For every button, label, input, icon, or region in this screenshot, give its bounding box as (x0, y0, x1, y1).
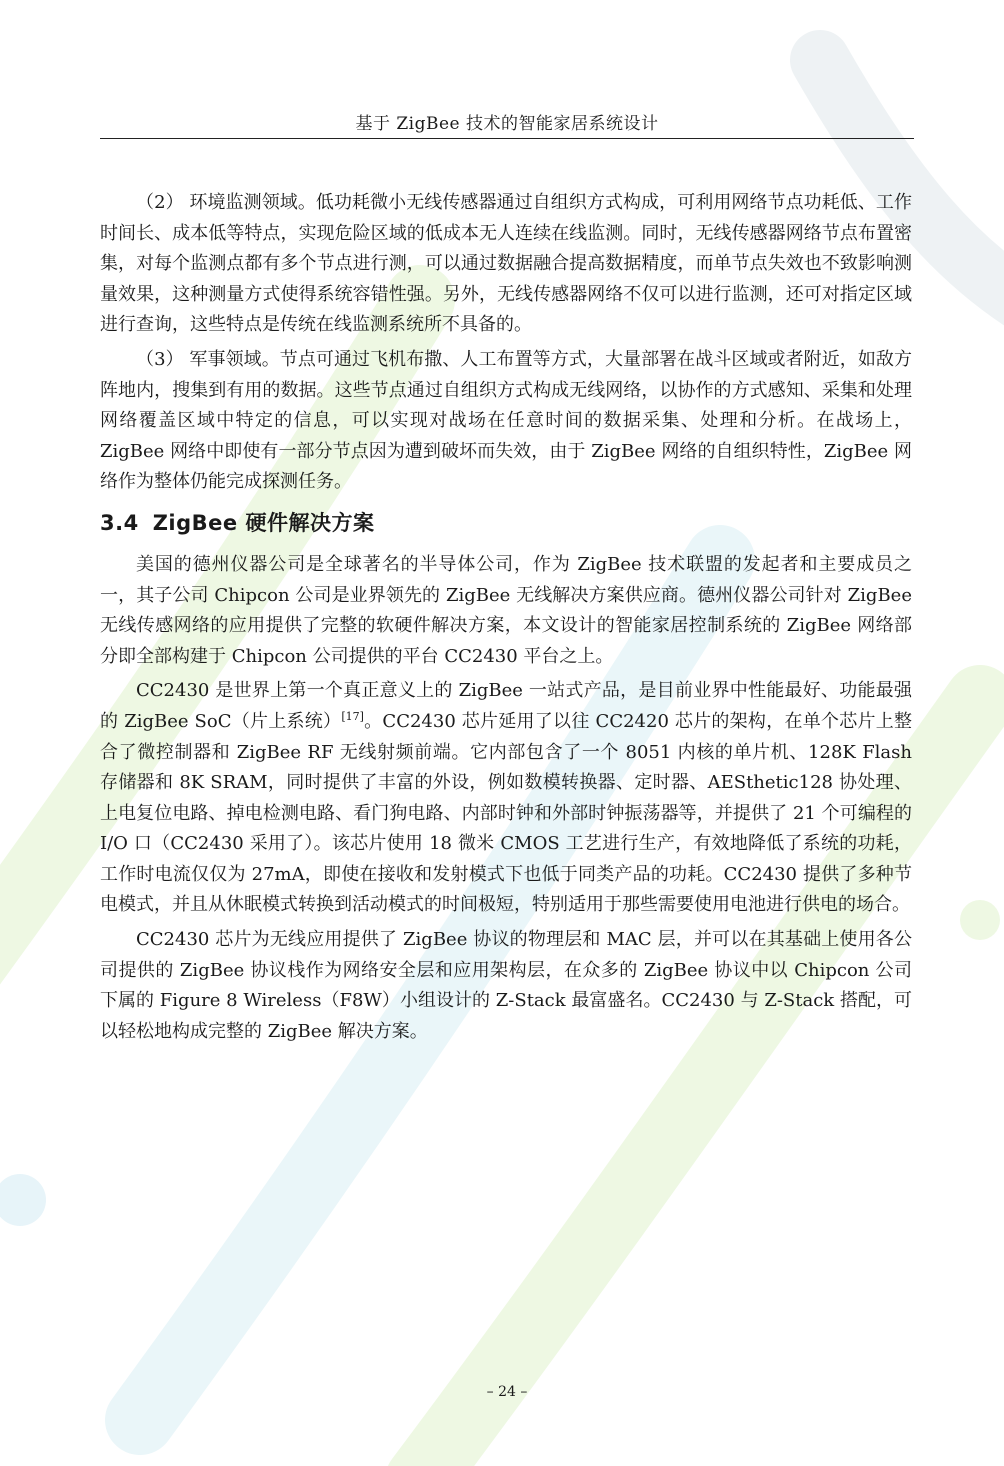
paragraph-military: （3） 军事领域。节点可通过飞机布撒、人工布置等方式，大量部署在战斗区域或者附近，如敌方阵地内，搜集到有用的数据。这些节点通过自组织方式构成无线网络，以协作的方式感知、采集和处理网络覆盖区域中特定的信息，可以实现对战场在任意时间的数据采集、处理和分析。在战场上，ZigBee 网络中即使有一部分节点因为遭到破坏而失效，由于 ZigBee 网络的自组织特性，ZigBee 网络作为整体仍能完成探测任务。 (100, 348, 912, 493)
paragraph-texas-instruments: 美国的德州仪器公司是全球著名的半导体公司，作为 ZigBee 技术联盟的发起者和主要成员之一，其子公司 Chipcon 公司是业界领先的 ZigBee 无线解决方案供应商。德州仪器公司针对 ZigBee 无线传感网络的应用提供了完整的软硬件解决方案，本文设计的智能家居控制系统的 ZigBee 网络部分即全部构建于 Chipcon 公司提供的平台 CC2430 平台之上。 (100, 553, 912, 667)
page-number: – 24 – (486, 1384, 528, 1400)
section-heading (100, 508, 912, 538)
paragraph-cc2430 (100, 676, 912, 921)
running-header: 基于 ZigBee 技术的智能家居系统设计 (355, 114, 659, 134)
section-title: ZigBee 硬件解决方案 (152, 510, 375, 535)
citation-ref: [17] (341, 709, 364, 723)
document-body (100, 188, 912, 1047)
paragraph-cc2430-part1: CC2430 是世界上第一个真正意义上的 ZigBee 一站式产品，是目前业界中性能最好、功能最强的 ZigBee SoC（片上系统） (100, 680, 912, 732)
paragraph-environment-monitoring: （2） 环境监测领域。低功耗微小无线传感器通过自组织方式构成，可利用网络节点功耗低、工作时间长、成本低等特点，实现危险区域的低成本无人连续在线监测。同时，无线传感器网络节点布置密集，对每个监测点都有多个节点进行测，可以通过数据融合提高数据精度，而单节点失效也不致影响测量效果，这种测量方式使得系统容错性强。另外，无线传感器网络不仅可以进行监测，还可对指定区域进行查询，这些特点是传统在线监测系统所不具备的。 (100, 192, 912, 336)
paragraph-cc2430-part2: 。CC2430 芯片延用了以往 CC2420 芯片的架构，在单个芯片上整合了微控制器和 ZigBee RF 无线射频前端。它内部包含了一个 8051 内核的单片机、128K Flash 存储器和 8K SRAM，同时提供了丰富的外设，例如数模转换器、定时器、AESthetic128 协处理、上电复位电路、掉电检测电路、看门狗电路、内部时钟和外部时钟振荡器等，并提供了 21 个可编程的 I/O 口（CC2430 采用了）。该芯片使用 18 微米 CMOS 工艺进行生产，有效地降低了系统的功耗，工作时电流仅仅为 27mA，即使在接收和发射模式下也低于同类产品的功耗。CC2430 提供了多种节电模式，并且从休眠模式转换到活动模式的时间极短，特别适用于那些需要使用电池进行供电的场合。 (100, 710, 913, 916)
header-divider (100, 138, 914, 139)
section-number: 3.4 (100, 510, 139, 535)
paragraph-z-stack: CC2430 芯片为无线应用提供了 ZigBee 协议的物理层和 MAC 层，并可以在其基础上使用各公司提供的 ZigBee 协议栈作为网络安全层和应用架构层，在众多的 ZigBee 协议中以 Chipcon 公司下属的 Figure 8 Wireless（F8W）小组设计的 Z-Stack 最富盛名。CC2430 与 Z-Stack 搭配，可以轻松地构成完整的 ZigBee 解决方案。 (100, 929, 912, 1042)
